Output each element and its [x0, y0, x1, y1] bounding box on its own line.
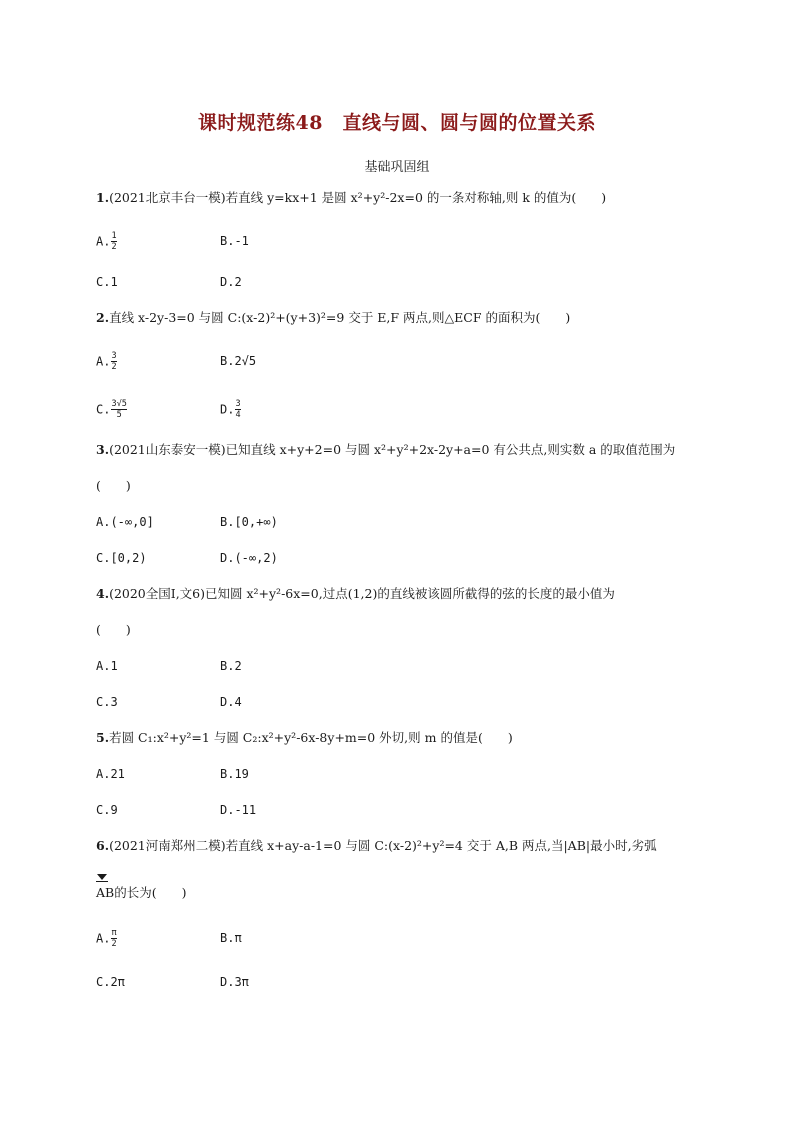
option-a: A.1 — [96, 659, 118, 673]
option-b: B.19 — [220, 767, 249, 781]
question-text: (2020全国Ⅰ,文6)已知圆 x²+y²-6x=0,过点(1,2)的直线被该圆所截得的弦的长度的最小值为 — [109, 586, 615, 601]
denominator: 2 — [111, 242, 117, 252]
numerator: 3 — [235, 399, 241, 409]
numerator: 3√5 — [111, 399, 127, 409]
question-number: 4. — [96, 586, 110, 601]
numerator: π — [111, 928, 117, 938]
denominator: 5 — [111, 409, 126, 420]
question-number: 1. — [96, 190, 110, 205]
question-number: 6. — [96, 838, 110, 853]
section-title: 基础巩固组 — [364, 160, 430, 175]
option-a: A.21 — [96, 767, 125, 781]
question-3-continuation: ( ) — [96, 478, 131, 493]
question-6 — [96, 837, 657, 855]
denominator: 4 — [235, 410, 241, 420]
page-title: 课时规范练48 直线与圆、圆与圆的位置关系 — [198, 112, 596, 134]
question-5 — [96, 729, 513, 747]
option-c: C.1 — [96, 275, 118, 289]
option-b: B.2√5 — [220, 354, 257, 368]
question-4-continuation: ( ) — [96, 622, 131, 637]
option-a: A.(-∞,0] — [96, 515, 154, 529]
question-1 — [96, 189, 606, 207]
question-text: (2021山东泰安一模)已知直线 x+y+2=0 与圆 x²+y²+2x-2y+a=0 有公共点,则实数 a 的取值范围为 — [109, 442, 676, 457]
option-d: D.(-∞,2) — [220, 551, 278, 565]
option-c: C.2π — [96, 975, 125, 989]
option-c: C.[0,2) — [96, 551, 147, 565]
option-c: C.3 — [96, 695, 118, 709]
question-text: (2021北京丰台一模)若直线 y=kx+1 是圆 x²+y²-2x=0 的一条对称轴,则 k 的值为( ) — [109, 190, 607, 205]
option-b: B.[0,+∞) — [220, 515, 278, 529]
fraction — [111, 232, 116, 252]
denominator: 2 — [111, 362, 117, 372]
fraction — [235, 400, 240, 420]
fraction — [111, 929, 116, 949]
option-d: D.4 — [220, 695, 242, 709]
question-4 — [96, 585, 615, 603]
option-a — [96, 352, 117, 372]
question-number: 3. — [96, 442, 110, 457]
option-b: B.2 — [220, 659, 242, 673]
option-label: A. — [96, 931, 111, 946]
numerator: 3 — [111, 351, 117, 361]
option-d — [220, 400, 241, 420]
arc-symbol-bar — [96, 881, 108, 882]
option-label: C. — [96, 402, 111, 417]
numerator: 1 — [111, 231, 117, 241]
option-d: D.-11 — [220, 803, 257, 817]
option-a — [96, 232, 117, 252]
option-a — [96, 929, 117, 949]
option-b: B.π — [220, 931, 242, 945]
question-3 — [96, 441, 675, 459]
option-label: D. — [220, 402, 235, 417]
fraction — [111, 400, 126, 420]
option-d: D.3π — [220, 975, 249, 989]
question-number: 2. — [96, 310, 110, 325]
option-c: C.9 — [96, 803, 118, 817]
question-text: 直线 x-2y-3=0 与圆 C:(x-2)²+(y+3)²=9 交于 E,F 两点,则△ECF 的面积为( ) — [109, 310, 571, 325]
denominator: 2 — [111, 939, 117, 949]
option-b: B.-1 — [220, 234, 249, 248]
question-text: (2021河南郑州二模)若直线 x+ay-a-1=0 与圆 C:(x-2)²+y²=4 交于 A,B 两点,当|AB|最小时,劣弧 — [109, 838, 657, 853]
question-2 — [96, 309, 570, 327]
option-d: D.2 — [220, 275, 242, 289]
option-label: A. — [96, 234, 111, 249]
question-text: 若圆 C₁:x²+y²=1 与圆 C₂:x²+y²-6x-8y+m=0 外切,则 m 的值是( ) — [109, 730, 513, 745]
fraction — [111, 352, 116, 372]
arc-symbol-icon — [97, 874, 107, 880]
option-label: A. — [96, 354, 111, 369]
question-6-continuation: AB的长为( ) — [96, 885, 187, 900]
option-c — [96, 400, 127, 420]
question-number: 5. — [96, 730, 110, 745]
